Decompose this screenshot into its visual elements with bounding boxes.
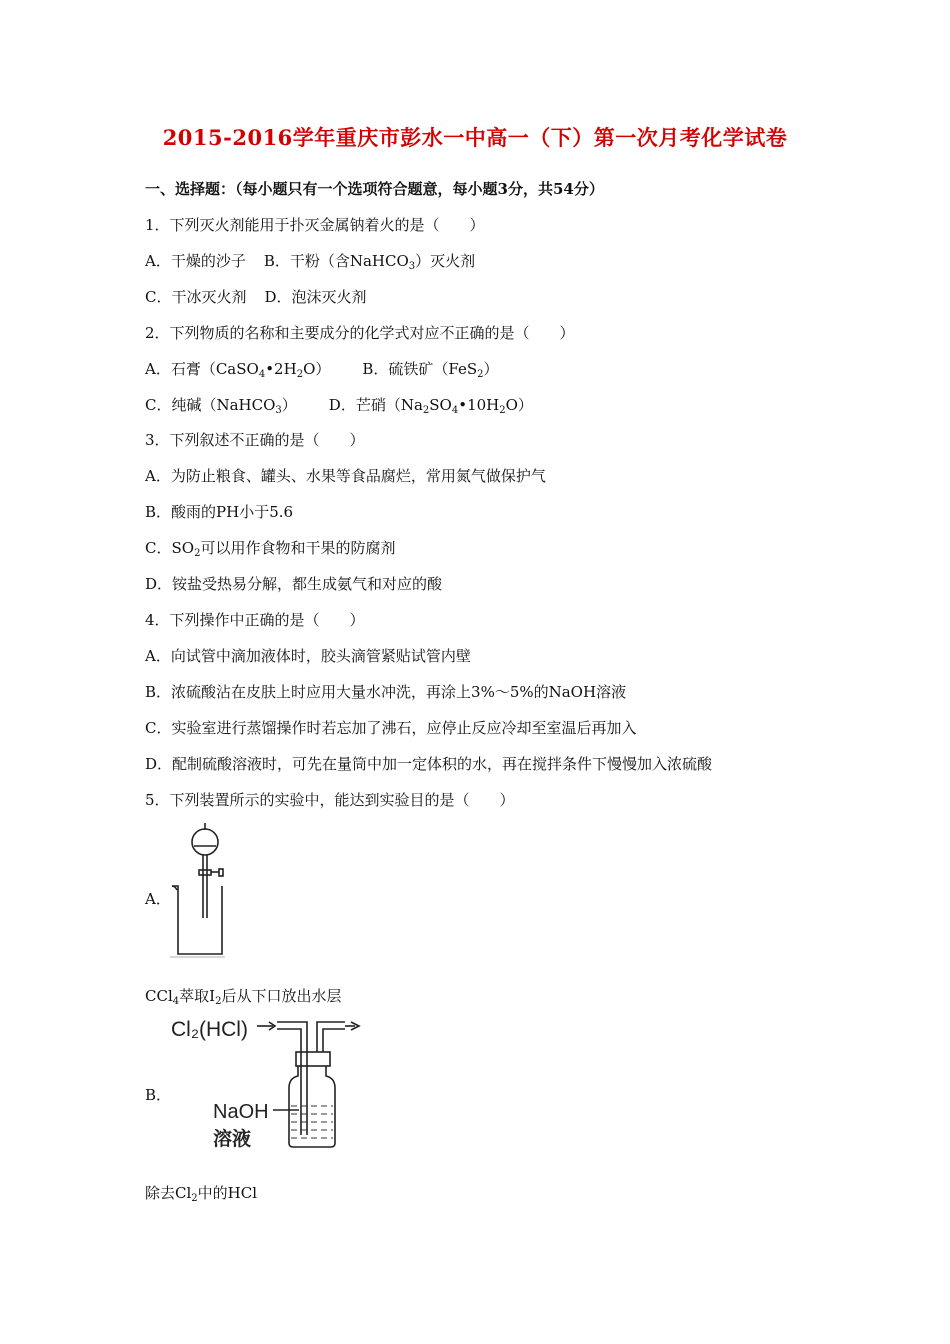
question-5-stem: 5．下列装置所示的实验中，能达到实验目的是（ ） <box>145 791 515 809</box>
option-3c: C．$SO_2$可以用作食物和干果的防腐剂 <box>145 539 396 559</box>
option-2d: D．芒硝$(Na_2SO_4•10H_2O)$ <box>328 396 533 416</box>
gas-label: Cl₂(HCl) <box>171 1018 248 1041</box>
gas-washing-bottle-diagram <box>165 1010 365 1155</box>
page-title: 2015-2016学年重庆市彭水一中高一（下）第一次月考化学试卷 <box>162 125 788 150</box>
option-4a: A．向试管中滴加液体时，胶头滴管紧贴试管内壁 <box>145 647 471 665</box>
option-5a-label: A． <box>145 890 171 908</box>
question-3-stem: 3．下列叙述不正确的是（ ） <box>145 431 365 449</box>
option-5a-caption: CCl$_4$萃取$I_2$后从下口放出水层 <box>145 987 342 1007</box>
reagent-label-2: 溶液 <box>213 1128 252 1150</box>
option-5b-label: B． <box>145 1086 172 1104</box>
option-2b: B．硫铁矿（FeS$_2$） <box>362 360 499 380</box>
question-1-options-ab <box>145 250 475 271</box>
question-2-stem: 2．下列物质的名称和主要成分的化学式对应不正确的是（ ） <box>145 324 575 342</box>
question-4-stem: 4．下列操作中正确的是（ ） <box>145 611 365 629</box>
option-1c: C．干冰灭火剂 <box>145 288 247 306</box>
question-1-options-cd <box>145 286 367 307</box>
option-4b: B．浓硫酸沾在皮肤上时应用大量水冲洗，再涂上3%～5%的NaOH溶液 <box>145 683 627 701</box>
option-1b: B．干粉（含NaHCO$_3$）灭火剂 <box>263 252 476 272</box>
option-1d: D．泡沫灭火剂 <box>264 288 367 306</box>
option-2c: C．纯碱（NaHCO$_3$） <box>145 396 297 416</box>
option-2a: A．石膏$(CaSO_4•2H_2O)$ <box>145 360 331 380</box>
option-3b: B．酸雨的PH小于5.6 <box>145 503 294 521</box>
question-2-options-cd <box>145 394 533 415</box>
reagent-label-1: NaOH <box>213 1101 269 1123</box>
question-2-options-ab <box>145 358 499 379</box>
section-heading: 一、选择题：（每小题只有一个选项符合题意，每小题3分，共54分） <box>145 180 604 198</box>
option-4d: D．配制硫酸溶液时，可先在量筒中加一定体积的水，再在搅拌条件下慢慢加入浓硫酸 <box>145 755 713 773</box>
option-5b-caption: 除去$Cl_2$中的HCl <box>145 1184 258 1204</box>
option-3a: A．为防止粮食、罐头、水果等食品腐烂，常用氮气做保护气 <box>145 467 546 485</box>
option-4c: C．实验室进行蒸馏操作时若忘加了沸石，应停止反应冷却至室温后再加入 <box>145 719 637 737</box>
question-1-stem: 1．下列灭火剂能用于扑灭金属钠着火的是（ ） <box>145 216 485 234</box>
option-3d: D．铵盐受热易分解，都生成氨气和对应的酸 <box>145 575 443 593</box>
separatory-funnel-diagram <box>165 820 235 962</box>
option-1a: A．干燥的沙子 <box>145 252 246 270</box>
